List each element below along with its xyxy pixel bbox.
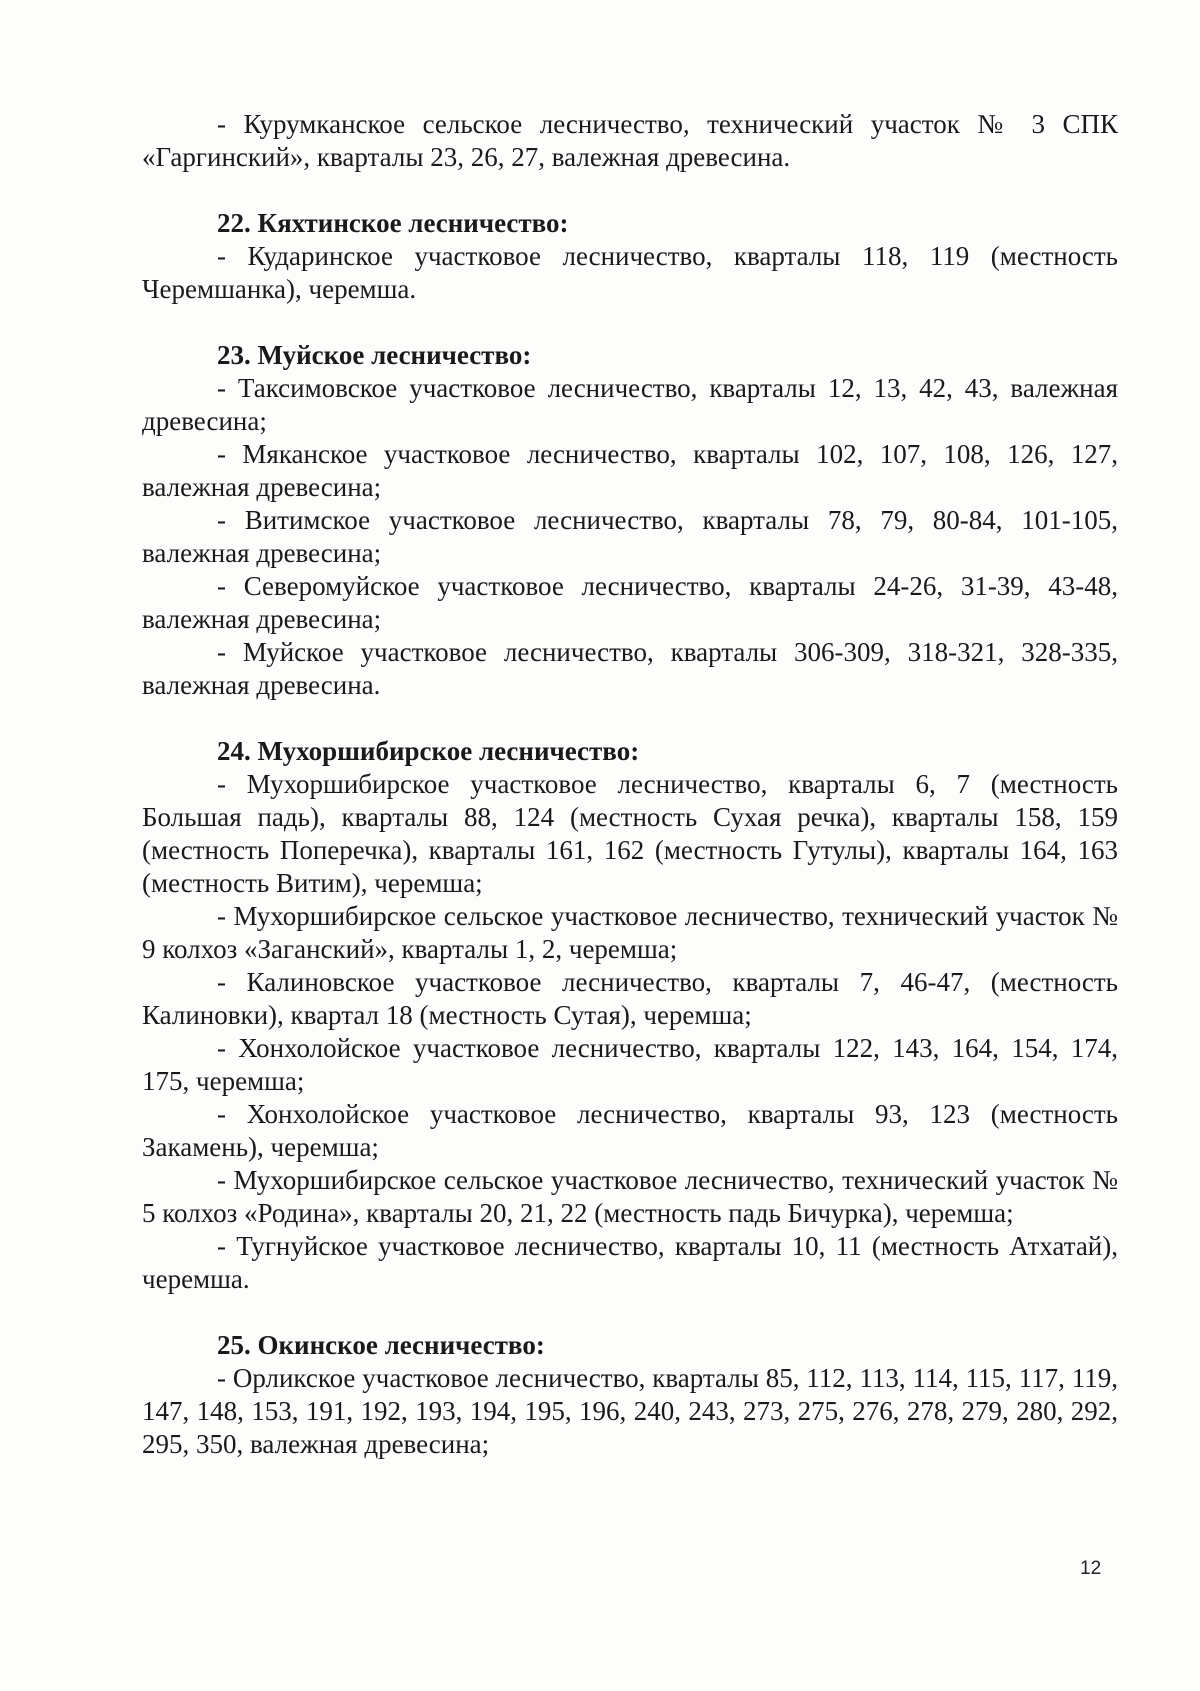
paragraph: - Витимское участковое лесничество, кварталы 78, 79, 80-84, 101-105, валежная древесина; bbox=[142, 505, 1118, 568]
document-body bbox=[142, 108, 1118, 1461]
section-heading: 22. Кяхтинское лесничество: bbox=[217, 208, 569, 238]
page-number: 12 bbox=[1080, 1558, 1102, 1579]
paragraph: - Калиновское участковое лесничество, кварталы 7, 46-47, (местность Калиновки), квартал 18 (местность Сутая), черемша; bbox=[142, 967, 1118, 1030]
section-heading: 23. Муйское лесничество: bbox=[217, 340, 532, 370]
paragraph: - Северомуйское участковое лесничество, кварталы 24-26, 31-39, 43-48, валежная древесина; bbox=[142, 571, 1118, 634]
paragraph: - Мухоршибирское сельское участковое лесничество, технический участок № 5 колхоз «Родина», кварталы 20, 21, 22 (местность падь Бичурка), черемша; bbox=[142, 1165, 1118, 1228]
paragraph: - Хонхолойское участковое лесничество, кварталы 122, 143, 164, 154, 174, 175, черемша; bbox=[142, 1033, 1118, 1096]
paragraph: - Курумканское сельское лесничество, технический участок № 3 СПК «Гаргинский», кварталы 23, 26, 27, валежная древесина. bbox=[142, 109, 1118, 172]
paragraph: - Хонхолойское участковое лесничество, кварталы 93, 123 (местность Закамень), черемша; bbox=[142, 1099, 1118, 1162]
paragraph: - Муйское участковое лесничество, кварталы 306-309, 318-321, 328-335, валежная древесина. bbox=[142, 637, 1118, 700]
paragraph: - Орликское участковое лесничество, кварталы 85, 112, 113, 114, 115, 117, 119, 147, 148, 153, 191, 192, 193, 194, 195, 196, 240, 243, 273, 275, 276, 278, 279, 280, 292, 295, 350, валежная древесина; bbox=[142, 1363, 1118, 1459]
section-heading: 25. Окинское лесничество: bbox=[217, 1330, 545, 1360]
spacer bbox=[142, 702, 1118, 735]
paragraph: - Мухоршибирское участковое лесничество, кварталы 6, 7 (местность Большая падь), кварталы 88, 124 (местность Сухая речка), кварталы 158, 159 (местность Поперечка), кварталы 161, 162 (местность Гутулы), кварталы 164, 163 (местность Витим), черемша; bbox=[142, 769, 1118, 898]
paragraph: - Тугнуйское участковое лесничество, кварталы 10, 11 (местность Атхатай), черемша. bbox=[142, 1231, 1118, 1294]
paragraph: - Таксимовское участковое лесничество, кварталы 12, 13, 42, 43, валежная древесина; bbox=[142, 373, 1118, 436]
paragraph: - Мухоршибирское сельское участковое лесничество, технический участок № 9 колхоз «Заганский», кварталы 1, 2, черемша; bbox=[142, 901, 1118, 964]
paragraph: - Мяканское участковое лесничество, кварталы 102, 107, 108, 126, 127, валежная древесина; bbox=[142, 439, 1118, 502]
spacer bbox=[142, 174, 1118, 207]
paragraph: - Кударинское участковое лесничество, кварталы 118, 119 (местность Черемшанка), черемша. bbox=[142, 241, 1118, 304]
spacer bbox=[142, 1296, 1118, 1329]
spacer bbox=[142, 306, 1118, 339]
section-heading: 24. Мухоршибирское лесничество: bbox=[217, 736, 640, 766]
